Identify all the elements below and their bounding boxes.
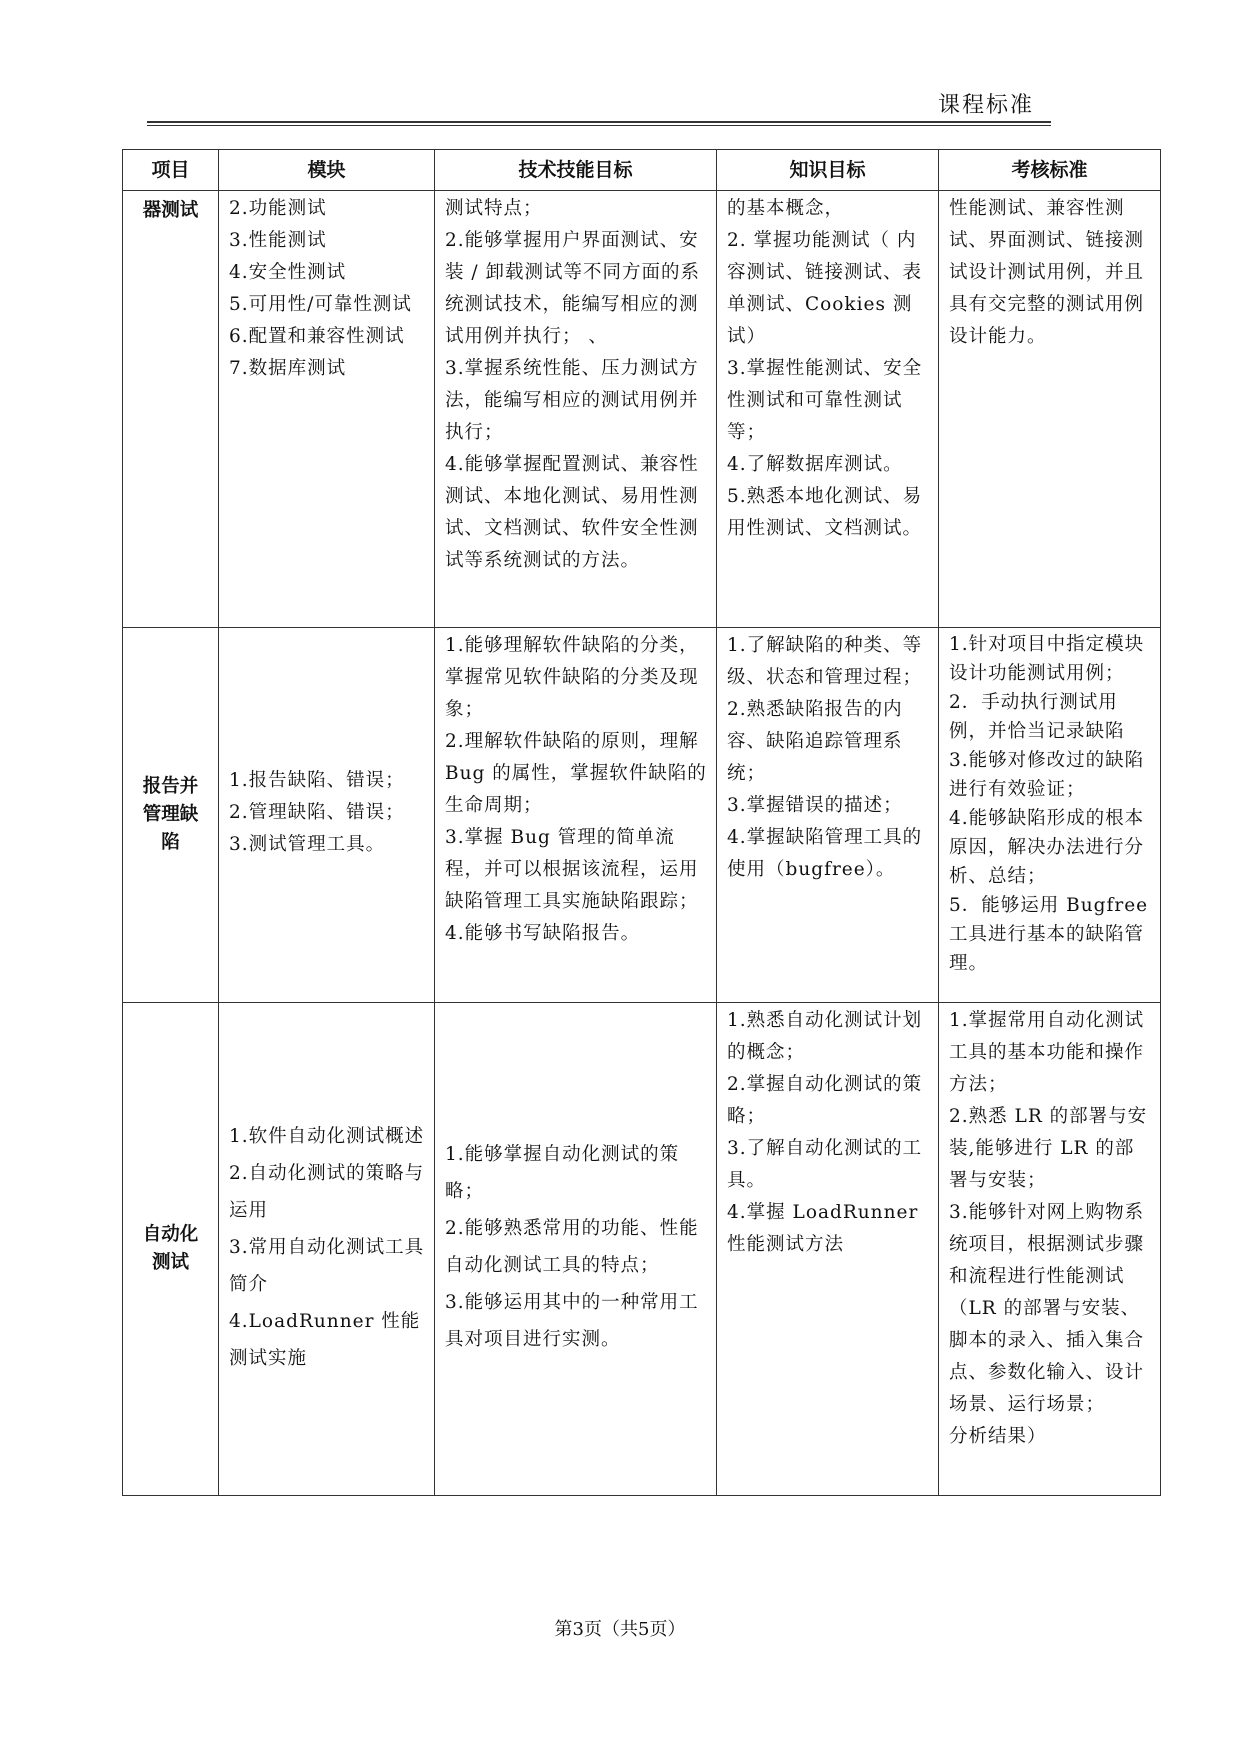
module-item: 2.自动化测试的策略与运用 (229, 1162, 425, 1221)
skill-item: 2.能够熟悉常用的功能、性能自动化测试工具的特点； (445, 1218, 699, 1276)
module-item: 1.软件自动化测试概述 (229, 1125, 425, 1147)
assessment-item: 1.掌握常用自动化测试工具的基本功能和操作方法； (949, 1010, 1145, 1095)
skill-item: 测试特点； (445, 198, 543, 219)
header-rule (147, 121, 1051, 123)
module-item: 4.LoadRunner 性能测试实施 (229, 1310, 421, 1369)
skill-item: 1.能够理解软件缺陷的分类，掌握常见软件缺陷的分类及现象； (445, 635, 699, 720)
skills-cell (435, 191, 717, 628)
knowledge-item: 4.了解数据库测试。 (727, 454, 903, 475)
assessment-item: 3.能够对修改过的缺陷进行有效验证； (949, 750, 1145, 800)
module-item: 7.数据库测试 (229, 358, 347, 379)
assessment-cell (939, 628, 1161, 1003)
knowledge-item: 2. 掌握功能测试（ 内容测试、链接测试、表单测试、Cookies 测试） (727, 230, 923, 347)
assessment-item: 5．能够运用 Bugfree 工具进行基本的缺陷管理。 (949, 895, 1149, 974)
module-item: 2.功能测试 (229, 198, 327, 219)
course-standard-table (122, 149, 1161, 1496)
project-label: 报告并管理缺陷 (142, 776, 199, 853)
skills-cell (435, 628, 717, 1003)
assessment-item: 1.针对项目中指定模块设计功能测试用例； (949, 634, 1145, 684)
header-skill-goal: 技术技能目标 (435, 150, 717, 191)
knowledge-item: 2.熟悉缺陷报告的内容、缺陷追踪管理系统； (727, 699, 903, 784)
module-item: 5.可用性/可靠性测试 (229, 294, 412, 315)
module-item: 3.常用自动化测试工具简介 (229, 1236, 425, 1295)
knowledge-item: 5.熟悉本地化测试、易用性测试、文档测试。 (727, 486, 923, 539)
module-item: 3.测试管理工具。 (229, 834, 386, 855)
module-item: 1.报告缺陷、错误； (229, 770, 405, 791)
assessment-item: 性能测试、兼容性测试、界面测试、链接测试设计测试用例，并且具有交完整的测试用例设计能力。 (949, 198, 1145, 347)
skill-item: 3.掌握 Bug 管理的简单流程，并可以根据该流程，运用缺陷管理工具实施缺陷跟踪； (445, 827, 699, 912)
module-item: 6.配置和兼容性测试 (229, 326, 405, 347)
header-rule-thin (147, 125, 1051, 126)
knowledge-item: 的基本概念， (727, 198, 845, 219)
knowledge-item: 3.掌握错误的描述； (727, 795, 903, 816)
knowledge-item: 3.了解自动化测试的工具。 (727, 1138, 923, 1191)
skills-cell (435, 1003, 717, 1496)
project-label: 自动化测试 (142, 1224, 199, 1273)
page-number: 第3页（共5页） (554, 1619, 686, 1640)
modules-cell (219, 191, 435, 628)
assessment-cell (939, 191, 1161, 628)
skill-item: 3.能够运用其中的一种常用工具对项目进行实测。 (445, 1292, 699, 1350)
table-row (123, 1003, 1161, 1496)
knowledge-item: 3.掌握性能测试、安全性测试和可靠性测试等； (727, 358, 923, 443)
project-cell (123, 628, 219, 1003)
knowledge-item: 1.了解缺陷的种类、等级、状态和管理过程； (727, 635, 923, 688)
assessment-item: 4.能够缺陷形成的根本原因，解决办法进行分析、总结； (949, 808, 1145, 887)
header-knowledge-goal: 知识目标 (717, 150, 939, 191)
module-item: 2.管理缺陷、错误； (229, 802, 405, 823)
header-module: 模块 (219, 150, 435, 191)
skill-item: 2.理解软件缺陷的原则，理解 Bug 的属性，掌握软件缺陷的生命周期； (445, 731, 707, 816)
table-row (123, 628, 1161, 1003)
modules-cell (219, 1003, 435, 1496)
module-item: 3.性能测试 (229, 230, 327, 251)
table-row (123, 191, 1161, 628)
assessment-cell (939, 1003, 1161, 1496)
assessment-item: 3.能够针对网上购物系统项目，根据测试步骤和流程进行性能测试（LR 的部署与安装、脚本的录入、插入集合点、参数化输入、设计场景、运行场景； (949, 1202, 1145, 1415)
knowledge-item: 4.掌握缺陷管理工具的使用（bugfree）。 (727, 827, 923, 880)
skill-item: 3.掌握系统性能、压力测试方法，能编写相应的测试用例并执行； (445, 358, 699, 443)
assessment-item: 2.熟悉 LR 的部署与安装,能够进行 LR 的部署与安装； (949, 1106, 1148, 1191)
knowledge-cell (717, 1003, 939, 1496)
project-cell: 器测试 (123, 191, 219, 628)
knowledge-cell (717, 191, 939, 628)
document-header-title: 课程标准 (938, 93, 1035, 118)
project-cell (123, 1003, 219, 1496)
skill-item: 2.能够掌握用户界面测试、安装 / 卸载测试等不同方面的系统测试技术，能编写相应的测试用例并执行； 、 (445, 230, 700, 347)
assessment-item: 2．手动执行测试用例，并恰当记录缺陷 (949, 692, 1125, 742)
knowledge-cell (717, 628, 939, 1003)
module-item: 4.安全性测试 (229, 262, 347, 283)
modules-cell (219, 628, 435, 1003)
knowledge-item: 2.掌握自动化测试的策略； (727, 1074, 923, 1127)
skill-item: 1.能够掌握自动化测试的策略； (445, 1144, 680, 1202)
table-header-row (123, 150, 1161, 191)
skill-item: 4.能够书写缺陷报告。 (445, 923, 641, 944)
header-assessment: 考核标准 (939, 150, 1161, 191)
header-project: 项目 (123, 150, 219, 191)
knowledge-item: 4.掌握 LoadRunner 性能测试方法 (727, 1202, 919, 1255)
knowledge-item: 1.熟悉自动化测试计划的概念； (727, 1010, 923, 1063)
skill-item: 4.能够掌握配置测试、兼容性测试、本地化测试、易用性测试、文档测试、软件安全性测试等系统测试的方法。 (445, 454, 699, 571)
assessment-item: 分析结果） (949, 1426, 1047, 1447)
